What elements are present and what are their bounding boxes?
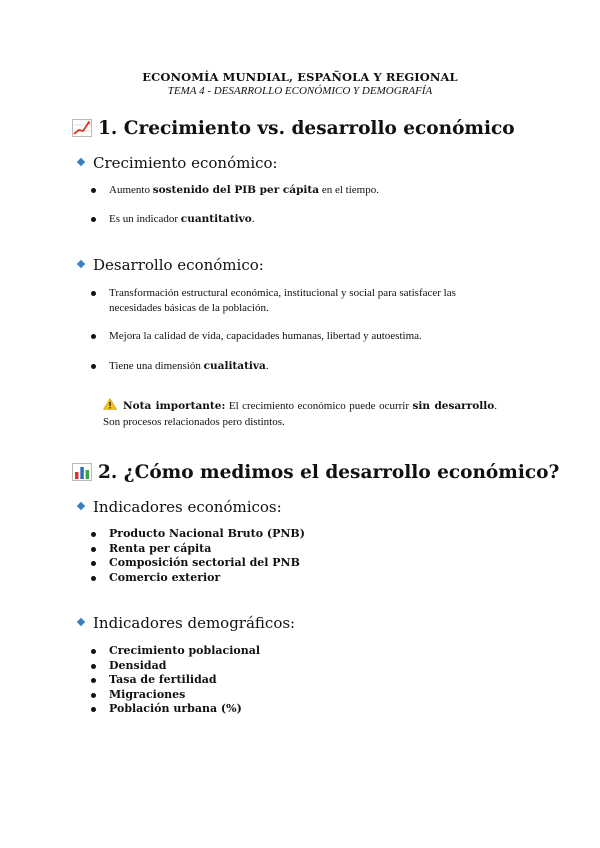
- list-item: [91, 183, 503, 198]
- item-text: Aumento: [109, 184, 153, 196]
- section-1-title: 1. Crecimiento vs. desarrollo económico: [98, 118, 515, 139]
- bullet-icon: [91, 188, 96, 193]
- bullet-icon: [91, 217, 96, 222]
- diamond-bullet-icon: [77, 158, 85, 166]
- course-title: ECONOMÍA MUNDIAL, ESPAÑOLA Y REGIONAL: [142, 70, 458, 84]
- section-2-title: 2. ¿Cómo medimos el desarrollo económico?: [98, 462, 560, 483]
- economicos-heading-text: Indicadores económicos:: [93, 498, 282, 516]
- list-item: Población urbana (%): [91, 702, 260, 717]
- diamond-bullet-icon: [77, 618, 85, 626]
- crecimiento-heading: [78, 154, 278, 172]
- item-bold: cualitativa: [203, 360, 266, 372]
- item-text: Es un indicador: [109, 213, 181, 225]
- list-item: Composición sectorial del PNB: [91, 556, 305, 571]
- section-1-heading: [72, 118, 515, 139]
- important-note: [103, 398, 497, 430]
- list-item: Renta per cápita: [91, 542, 305, 557]
- note-label: Nota importante:: [123, 400, 226, 412]
- document-header: [0, 70, 600, 97]
- chart-increasing-icon: [72, 119, 92, 137]
- warning-icon: [103, 398, 117, 410]
- list-item: [91, 212, 503, 227]
- bullet-icon: [91, 334, 96, 339]
- item-bold: sostenido del PIB per cápita: [152, 184, 320, 196]
- item-text: .: [265, 360, 269, 372]
- item-text: Transformación estructural económica, institucional y social para satisfacer las necesidades básicas de la población.: [109, 287, 456, 314]
- item-text: .: [251, 213, 255, 225]
- demograficos-heading-text: Indicadores demográficos:: [93, 614, 296, 632]
- item-text: Mejora la calidad de vida, capacidades humanas, libertad y autoestima.: [109, 330, 422, 342]
- list-item: Migraciones: [91, 688, 260, 703]
- economic-indicators-list: [91, 527, 305, 585]
- diamond-bullet-icon: [77, 502, 85, 510]
- note-bold: sin desarrollo: [412, 400, 495, 412]
- list-item: Densidad: [91, 659, 260, 674]
- bullet-icon: [91, 364, 96, 369]
- bar-chart-icon: [72, 463, 92, 481]
- diamond-bullet-icon: [77, 260, 85, 268]
- list-item: [91, 286, 503, 316]
- list-item: Tasa de fertilidad: [91, 673, 260, 688]
- list-item: Producto Nacional Bruto (PNB): [91, 527, 305, 542]
- demograficos-heading: [78, 614, 295, 632]
- desarrollo-heading-text: Desarrollo económico:: [93, 256, 264, 274]
- item-text: en el tiempo.: [319, 184, 379, 196]
- crecimiento-heading-text: Crecimiento económico:: [93, 154, 278, 172]
- note-text: El crecimiento económico puede ocurrir: [225, 400, 413, 412]
- list-item: [91, 329, 503, 344]
- note-text: . Son procesos relacionados pero distintos.: [103, 400, 497, 428]
- bullet-icon: [91, 291, 96, 296]
- list-item: Comercio exterior: [91, 571, 305, 586]
- section-2-heading: [72, 462, 559, 483]
- desarrollo-heading: [78, 256, 264, 274]
- list-item: [91, 359, 503, 374]
- topic-subtitle: TEMA 4 - DESARROLLO ECONÓMICO Y DEMOGRAFÍA: [167, 85, 433, 97]
- economicos-heading: [78, 498, 282, 516]
- item-text: Tiene una dimensión: [109, 360, 204, 372]
- list-item: Crecimiento poblacional: [91, 644, 260, 659]
- item-bold: cuantitativo: [180, 213, 252, 225]
- demographic-indicators-list: [91, 644, 260, 717]
